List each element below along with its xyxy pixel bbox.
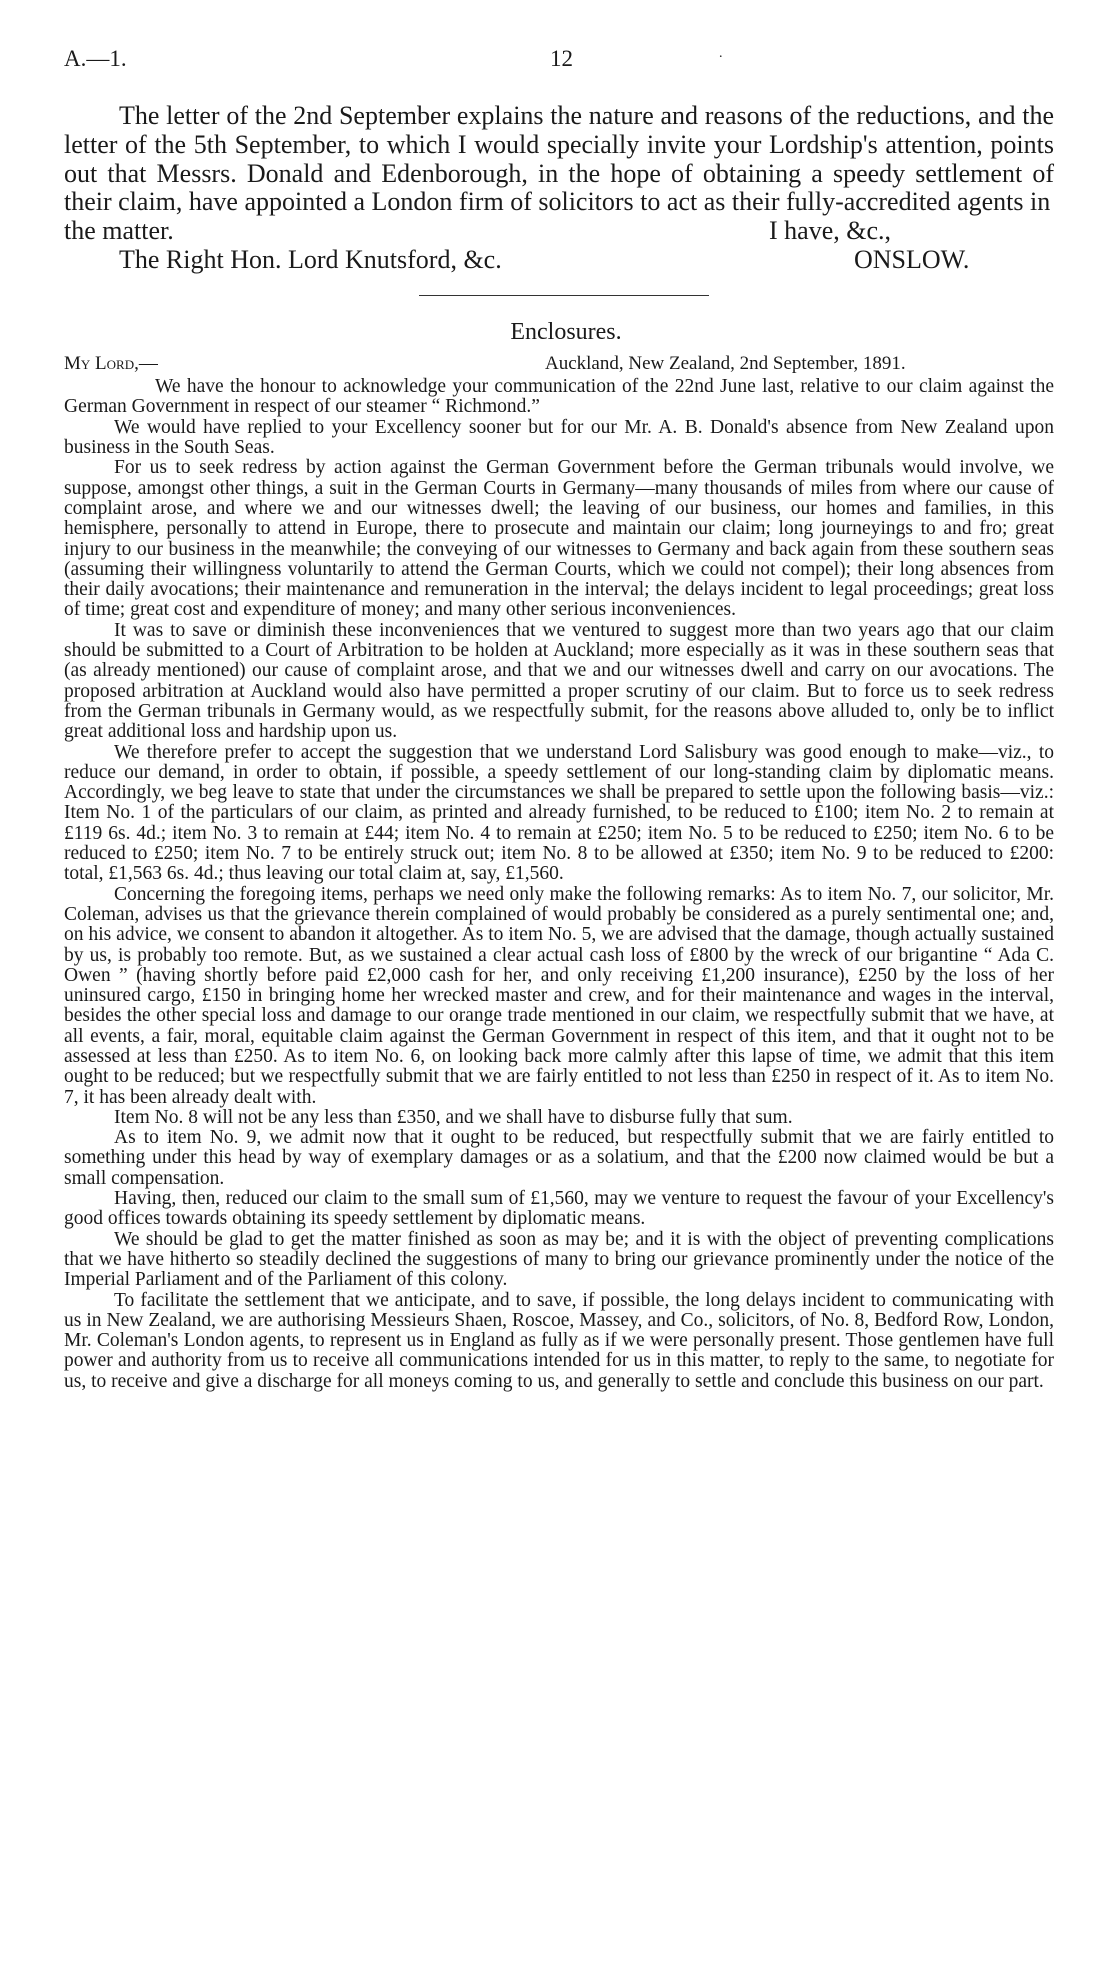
body-paragraph: As to item No. 9, we admit now that it ought to be reduced, but respectfully submit that we are fairly entitled to something under this head by way of exemplary damages or as a solatium, and that the £200 now claimed would be but a small compensation. xyxy=(64,1127,1054,1189)
closing-formula: I have, &c., xyxy=(769,216,892,246)
signature: ONSLOW. xyxy=(854,245,970,275)
section-divider xyxy=(64,275,1054,305)
body-paragraph: It was to save or diminish these inconveniences that we ventured to suggest more than two years ago that our claim should be submitted to a Court of Arbitration to be holden at Auckland; more especially as it was in these southern seas that (as already mentioned) our cause of complaint arose, and that we and our witnesses dwell and carry on our avocations. The proposed arbitration at Auckland would also have permitted a proper scrutiny of our claim. But to force us to seek redress from the German tribunals in Germany would, as we respectfully submit, for the reasons above alluded to, only be to inflict great additional loss and hardship upon us. xyxy=(64,619,1054,743)
last-line: the matter. xyxy=(64,216,174,246)
body-paragraph: Having, then, reduced our claim to the small sum of £1,560, may we venture to request the favour of your Excellency's good offices towards obtaining its speedy settlement by diplomatic means. xyxy=(64,1188,1054,1230)
body-paragraph: Item No. 8 will not be any less than £350, and we shall have to disburse fully that sum. xyxy=(114,1106,793,1128)
enclosures-heading: Enclosures. xyxy=(510,319,622,346)
covering-letter xyxy=(64,102,1054,275)
divider-line xyxy=(419,295,709,296)
print-mark: . xyxy=(719,46,723,61)
enclosure-letter-body xyxy=(64,377,1054,1392)
body-paragraph: We should be glad to get the matter finished as soon as may be; and it is with the object of preventing complications that we have hitherto so steadily declined the suggestions of many to bring our grievance prominently under the notice of the Imperial Parliament and of the Parliament of this colony. xyxy=(64,1228,1054,1291)
covering-paragraph: The letter of the 2nd September explains the nature and reasons of the reductions, and the letter of the 5th September, to which I would specially invite your Lordship's attention, points out that Messrs. Donald and Edenborough, in the hope of obtaining a speedy settlement of their claim, have appointed a London firm of solicitors to act as their fully-accredited agents in xyxy=(64,101,1054,217)
dateline: Auckland, New Zealand, 2nd September, 1891. xyxy=(545,353,906,375)
body-paragraph: To facilitate the settlement that we anticipate, and to save, if possible, the long delays incident to communicating with us in New Zealand, we are authorising Messieurs Shaen, Roscoe, Massey, and Co., solicitors, of No. 8, Bedford Row, London, Mr. Coleman's London agents, to represent us in England as fully as if we were personally present. Those gentlemen have full power and authority from us to receive all communications intended for us in this matter, to reply to the same, to negotiate for us, to receive and give a discharge for all moneys coming to us, and generally to settle and conclude this business on our part. xyxy=(64,1289,1054,1392)
document-page xyxy=(64,40,1054,1392)
salutation: My Lord,— xyxy=(64,353,158,375)
addressee: The Right Hon. Lord Knutsford, &c. xyxy=(119,245,502,275)
addressee-signature-row xyxy=(64,246,1054,275)
page-number: 12 xyxy=(550,46,573,71)
body-paragraph: We therefore prefer to accept the suggestion that we understand Lord Salisbury was good enough to make—viz., to reduce our demand, in order to obtain, if possible, a speedy settlement of our long-standing claim by diplomatic means. Accordingly, we beg leave to state that under the circumstances we shall be prepared to settle upon the following basis—viz.: Item No. 1 of the particulars of our claim, as printed and already furnished, to be reduced to £100; item No. 2 to remain at £119 6s. 4d.; item No. 3 to remain at £44; item No. 4 to remain at £250; item No. 5 to be reduced to £250; item No. 6 to be reduced to £250; item No. 7 to be entirely struck out; item No. 8 to be allowed at £350; item No. 9 to be reduced to £200: total, £1,563 6s. 4d.; thus leaving our total claim at, say, £1,560. xyxy=(64,741,1054,885)
body-paragraph: For us to seek redress by action against the German Government before the German tribunals would involve, we suppose, amongst other things, a suit in the German Courts in Germany—many thousands of miles from where our cause of complaint arose, and where we and our witnesses dwell; the leaving of our business, our homes and families, in this hemisphere, personally to attend in Europe, there to prosecute and maintain our claim; long journeyings to and fro; great injury to our business in the meanwhile; the conveying of our witnesses to Germany and back again from these southern seas (assuming their willingness voluntarily to attend the German Courts, which we could not compel); their long absences from their daily avocations; their maintenance and remuneration in the interval; the delays incident to legal proceedings; great loss of time; great cost and expenditure of money; and many other serious inconveniences. xyxy=(64,457,1054,621)
body-paragraph: We would have replied to your Excellency sooner but for our Mr. A. B. Donald's absence from New Zealand upon business in the South Seas. xyxy=(64,416,1054,459)
matter-closing-row xyxy=(64,217,1054,246)
body-paragraph: Concerning the foregoing items, perhaps we need only make the following remarks: As to item No. 7, our solicitor, Mr. Coleman, advises us that the grievance therein complained of would probably be considered as a purely sentimental one; and, on his advice, we consent to abandon it altogether. As to item No. 5, we are advised that the damage, though actually sustained by us, is probably too remote. But, as we sustained a clear actual cash loss of £800 by the wreck of our brigantine “ Ada C. Owen ” (having shortly before paid £2,000 cash for her, and only receiving £1,200 insurance), £250 by the loss of her uninsured cargo, £150 in bringing home her wrecked master and crew, and for their maintenance and wages in the interval, besides the other special loss and damage to our orange trade mentioned in our claim, we respectfully submit that we have, at all events, a fair, moral, equitable claim against the German Government in respect of this item, and that it ought not to be assessed at less than £250. As to item No. 6, on looking back more calmly after this lapse of time, we admit that this item ought to be reduced; but we respectfully submit that we are fairly entitled to not less than £250 in respect of it. As to item No. 7, it has been already dealt with. xyxy=(64,883,1054,1108)
body-paragraph: We have the honour to acknowledge your communication of the 22nd June last, relative to our claim against the German Government in respect of our steamer “ Richmond.” xyxy=(64,376,1054,418)
salutation-row xyxy=(64,353,1054,377)
document-reference: A.—1. xyxy=(64,46,127,71)
page-header xyxy=(64,40,1054,74)
